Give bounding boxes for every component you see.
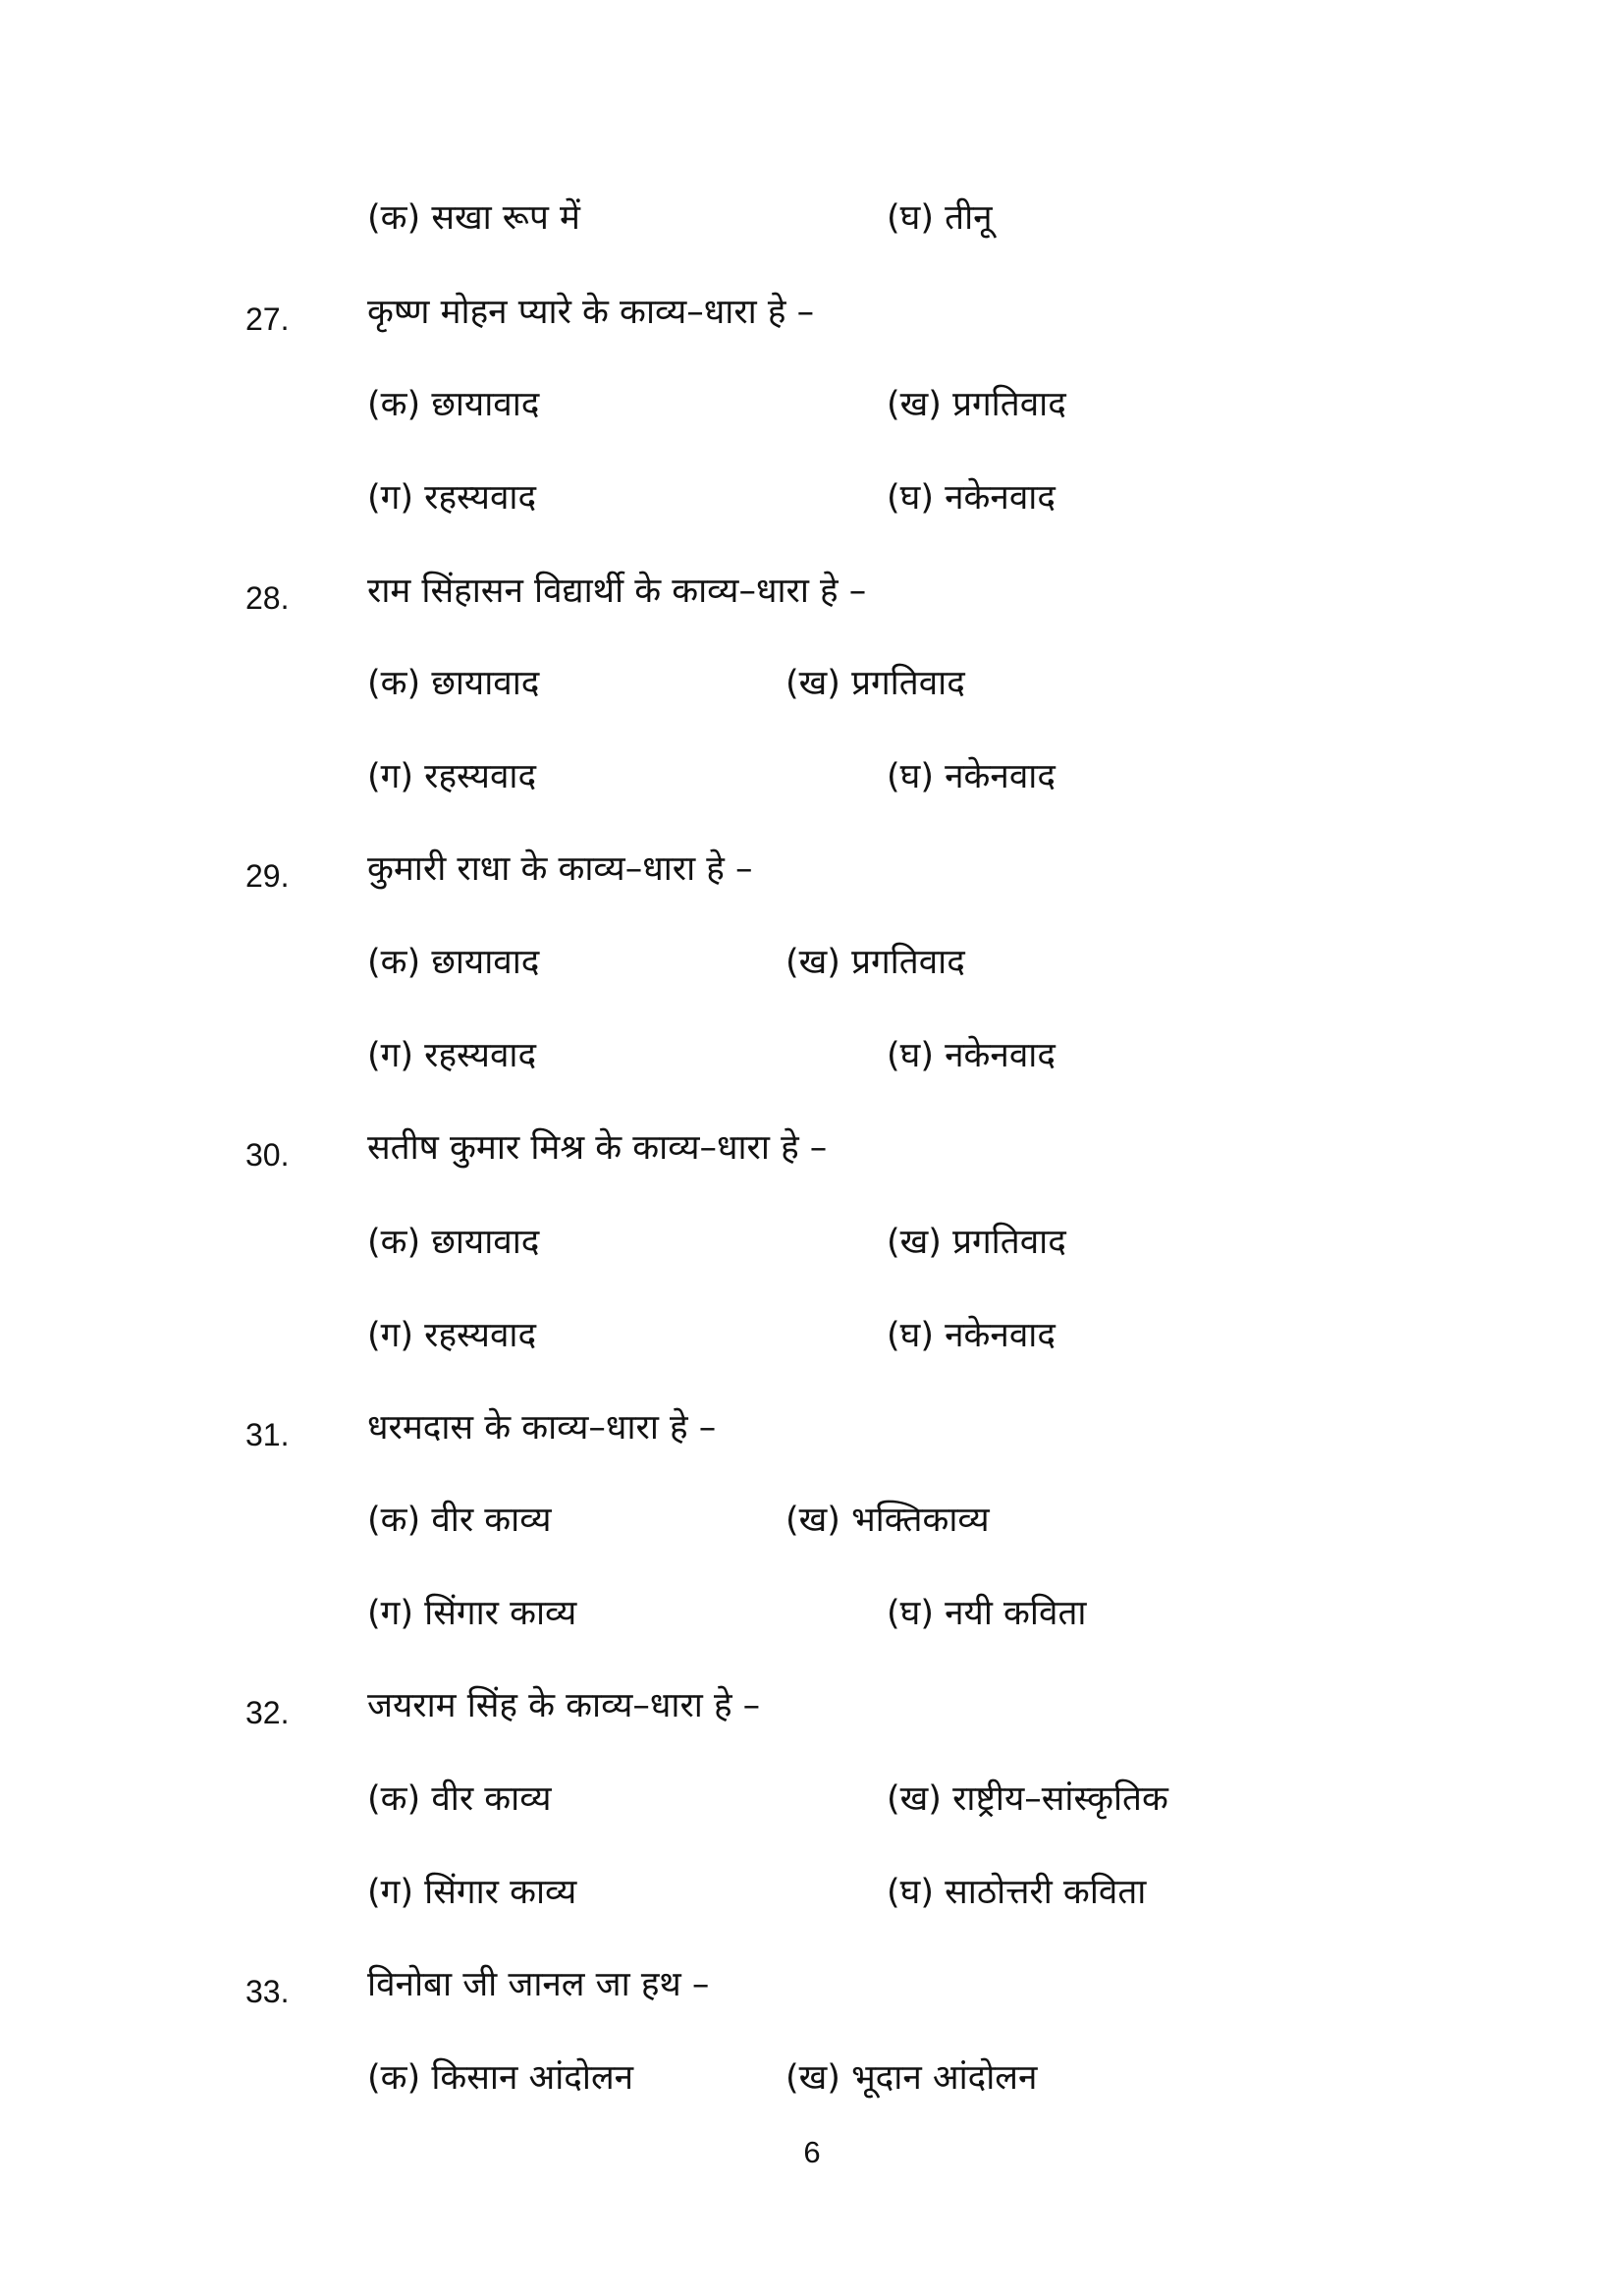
question-30-option-a: (क) छायावाद	[367, 1223, 540, 1262]
question-27-number: 27.	[245, 301, 290, 337]
question-27-option-a: (क) छायावाद	[367, 385, 540, 424]
question-33-number: 33.	[245, 1974, 290, 2009]
question-29-option-d: (घ) नकेनवाद	[887, 1036, 1056, 1075]
question-30-option-c: (ग) रहस्यवाद	[367, 1316, 537, 1355]
question-30-option-d: (घ) नकेनवाद	[887, 1316, 1056, 1355]
question-27-text: कृष्ण मोहन प्यारे के काव्य–धारा हे –	[367, 293, 815, 332]
question-33-text: विनोबा जी जानल जा हथ –	[367, 1965, 710, 2004]
question-30-text: सतीष कुमार मिश्र के काव्य–धारा हे –	[367, 1128, 828, 1168]
question-29-option-a: (क) छायावाद	[367, 943, 540, 982]
question-33-option-b: (ख) भूदान आंदोलन	[785, 2058, 1038, 2098]
question-28-option-a: (क) छायावाद	[367, 664, 540, 703]
question-32-number: 32.	[245, 1695, 290, 1730]
question-31-option-d: (घ) नयी कविता	[887, 1594, 1087, 1633]
question-32-option-d: (घ) साठोत्तरी कविता	[887, 1873, 1147, 1912]
question-32-option-b: (ख) राष्ट्रीय–सांस्कृतिक	[887, 1779, 1168, 1819]
question-31-option-a: (क) वीर काव्य	[367, 1501, 552, 1540]
question-29-option-c: (ग) रहस्यवाद	[367, 1036, 537, 1075]
question-28-text: राम सिंहासन विद्यार्थी के काव्य–धारा हे –	[367, 572, 867, 611]
question-28-number: 28.	[245, 580, 290, 616]
question-32-option-a: (क) वीर काव्य	[367, 1779, 552, 1819]
page-number: 6	[803, 2135, 821, 2169]
question-31-text: धरमदास के काव्य–धारा हे –	[367, 1408, 717, 1448]
question-27-option-b: (ख) प्रगतिवाद	[887, 385, 1066, 424]
question-33-option-a: (क) किसान आंदोलन	[367, 2058, 634, 2098]
question-29-option-b: (ख) प्रगतिवाद	[785, 943, 965, 982]
question-27-option-c: (ग) रहस्यवाद	[367, 478, 537, 518]
question-31-option-c: (ग) सिंगार काव्य	[367, 1594, 577, 1633]
prev-option-a: (क) सखा रूप में	[367, 198, 580, 238]
question-31-number: 31.	[245, 1417, 290, 1452]
question-31-option-b: (ख) भक्तिकाव्य	[785, 1501, 990, 1540]
question-32-option-c: (ग) सिंगार काव्य	[367, 1873, 577, 1912]
question-28-option-b: (ख) प्रगतिवाद	[785, 664, 965, 703]
question-28-option-c: (ग) रहस्यवाद	[367, 757, 537, 796]
question-28-option-d: (घ) नकेनवाद	[887, 757, 1056, 796]
question-27-option-d: (घ) नकेनवाद	[887, 478, 1056, 518]
question-30-number: 30.	[245, 1137, 290, 1173]
question-29-text: कुमारी राधा के काव्य–धारा हे –	[367, 849, 753, 889]
prev-option-d: (घ) तीनू	[887, 198, 993, 238]
question-32-text: जयराम सिंह के काव्य–धारा हे –	[367, 1686, 761, 1725]
question-29-number: 29.	[245, 858, 290, 894]
question-30-option-b: (ख) प्रगतिवाद	[887, 1223, 1066, 1262]
